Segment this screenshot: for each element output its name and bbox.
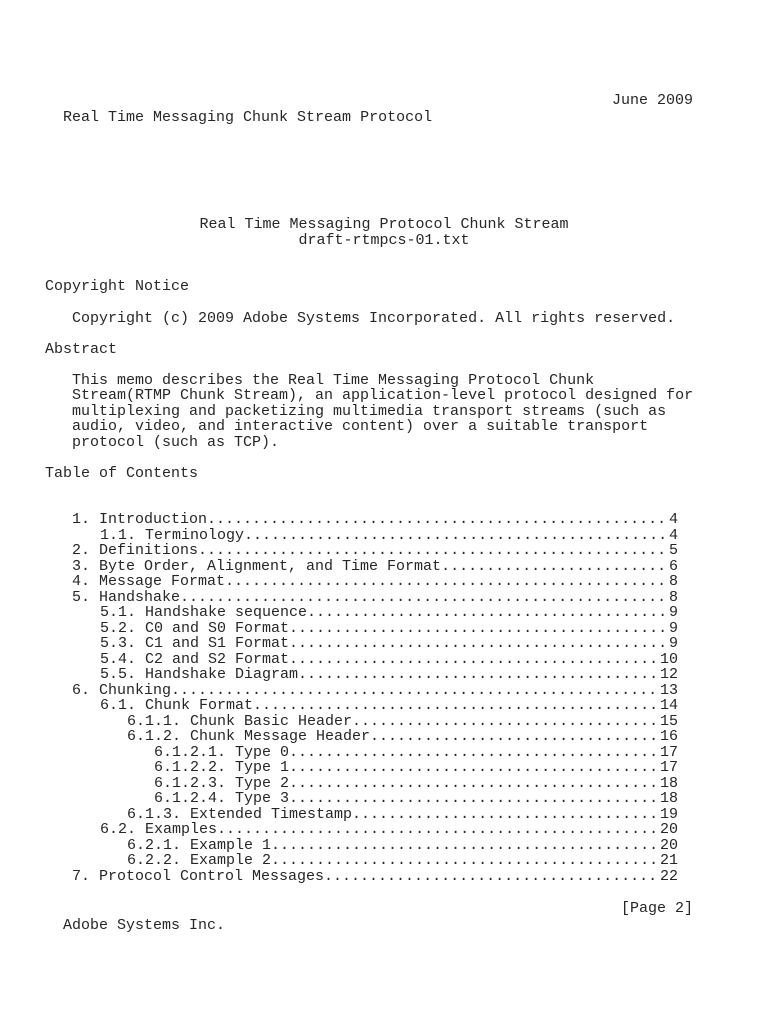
toc-entry-label: 3. Byte Order, Alignment, and Time Format <box>72 558 442 575</box>
toc-leader <box>289 790 660 807</box>
toc-entry[interactable] <box>127 852 678 869</box>
toc-entry-label: 6. Chunking <box>72 682 172 699</box>
header-title: Real Time Messaging Chunk Stream Protocol <box>63 109 433 126</box>
toc-entry-label: 6.2.2. Example 2 <box>127 852 272 869</box>
toc-entry-page: 17 <box>659 744 678 761</box>
toc-entry-page: 20 <box>659 821 678 838</box>
toc-entry-page: 20 <box>659 837 678 854</box>
abstract-line: This memo describes the Real Time Messaging Protocol Chunk <box>72 372 595 389</box>
toc-entry[interactable] <box>154 759 678 776</box>
toc-entry[interactable] <box>100 604 678 621</box>
toc-entry-page: 4 <box>668 511 678 528</box>
toc-entry[interactable] <box>72 511 678 528</box>
toc-entry-label: 6.1.2. Chunk Message Header <box>127 728 371 745</box>
toc-entry-page: 22 <box>659 868 678 885</box>
abstract-line: multiplexing and packetizing multimedia transport streams (such as <box>72 403 667 420</box>
toc-entry-page: 10 <box>659 651 678 668</box>
toc-entry-label: 6.2.1. Example 1 <box>127 837 272 854</box>
toc-entry-label: 6.2. Examples <box>100 821 218 838</box>
toc-entry-label: 5.3. C1 and S1 Format <box>100 635 290 652</box>
toc-entry-label: 5.2. C0 and S0 Format <box>100 620 290 637</box>
toc-entry-page: 8 <box>668 573 678 590</box>
toc-entry-page: 16 <box>659 728 678 745</box>
running-header <box>45 92 693 126</box>
toc-entry[interactable] <box>154 790 678 807</box>
toc-entry-page: 5 <box>668 542 678 559</box>
toc-entry-label: 6.1.2.1. Type 0 <box>154 744 290 761</box>
toc-leader <box>324 868 660 885</box>
toc-entry-label: 5.5. Handshake Diagram <box>100 666 299 683</box>
toc-entry-page: 9 <box>668 604 678 621</box>
footer-company: Adobe Systems Inc. <box>63 917 226 934</box>
toc-leader <box>198 542 669 559</box>
toc-entry-page: 13 <box>659 682 678 699</box>
toc-entry-page: 15 <box>659 713 678 730</box>
toc-entry-page: 17 <box>659 759 678 776</box>
abstract-heading: Abstract <box>45 341 118 358</box>
toc-entry[interactable] <box>100 635 678 652</box>
toc-entry[interactable] <box>100 666 678 683</box>
toc-entry-label: 4. Message Format <box>72 573 226 590</box>
toc-entry-page: 21 <box>659 852 678 869</box>
toc-entry[interactable] <box>72 868 678 885</box>
page-number: [Page 2] <box>620 900 693 917</box>
toc-entry-label: 1. Introduction <box>72 511 208 528</box>
toc-entry-label: 1.1. Terminology <box>100 527 245 544</box>
document-filename: draft-rtmpcs-01.txt <box>298 232 470 249</box>
toc-leader <box>298 666 660 683</box>
toc-leader <box>217 821 660 838</box>
toc-entry-label: 6.1.2.3. Type 2 <box>154 775 290 792</box>
toc-leader <box>225 573 669 590</box>
copyright-text: Copyright (c) 2009 Adobe Systems Incorporated. All rights reserved. <box>72 310 676 327</box>
toc-leader <box>307 604 669 621</box>
toc-entry-page: 4 <box>668 527 678 544</box>
toc-leader <box>253 697 660 714</box>
toc-leader <box>289 635 669 652</box>
toc-entry-label: 6.1.2.2. Type 1 <box>154 759 290 776</box>
toc-heading: Table of Contents <box>45 465 199 482</box>
toc-leader <box>207 511 669 528</box>
toc-entry-label: 6.1. Chunk Format <box>100 697 254 714</box>
toc-entry-label: 5. Handshake <box>72 589 181 606</box>
toc-leader <box>271 852 660 869</box>
running-footer <box>45 900 693 934</box>
toc-entry-page: 12 <box>659 666 678 683</box>
toc-entry-label: 5.4. C2 and S2 Format <box>100 651 290 668</box>
toc-entry-label: 6.1.1. Chunk Basic Header <box>127 713 353 730</box>
document-title: Real Time Messaging Protocol Chunk Stream <box>199 216 569 233</box>
toc-entry[interactable] <box>72 573 678 590</box>
toc-entry-page: 14 <box>659 697 678 714</box>
toc-entry[interactable] <box>72 542 678 559</box>
toc-leader <box>289 759 660 776</box>
toc-entry-page: 9 <box>668 635 678 652</box>
toc-entry-label: 6.1.3. Extended Timestamp <box>127 806 353 823</box>
toc-entry-label: 7. Protocol Control Messages <box>72 868 325 885</box>
abstract-line: Stream(RTMP Chunk Stream), an application-level protocol designed for <box>72 387 694 404</box>
toc-entry-page: 19 <box>659 806 678 823</box>
toc-entry-label: 5.1. Handshake sequence <box>100 604 308 621</box>
abstract-line: protocol (such as TCP). <box>72 434 280 451</box>
toc-entry[interactable] <box>100 821 678 838</box>
toc-entry[interactable] <box>127 728 678 745</box>
toc-leader <box>370 728 660 745</box>
toc-entry-page: 18 <box>659 775 678 792</box>
abstract-line: audio, video, and interactive content) over a suitable transport <box>72 418 649 435</box>
toc-entry-page: 6 <box>668 558 678 575</box>
toc-entry-label: 2. Definitions <box>72 542 199 559</box>
header-date: June 2009 <box>611 92 693 109</box>
toc-entry-page: 18 <box>659 790 678 807</box>
toc-entry-page: 9 <box>668 620 678 637</box>
toc-entry[interactable] <box>100 697 678 714</box>
toc-entry-page: 8 <box>668 589 678 606</box>
toc-entry-label: 6.1.2.4. Type 3 <box>154 790 290 807</box>
copyright-heading: Copyright Notice <box>45 278 190 295</box>
